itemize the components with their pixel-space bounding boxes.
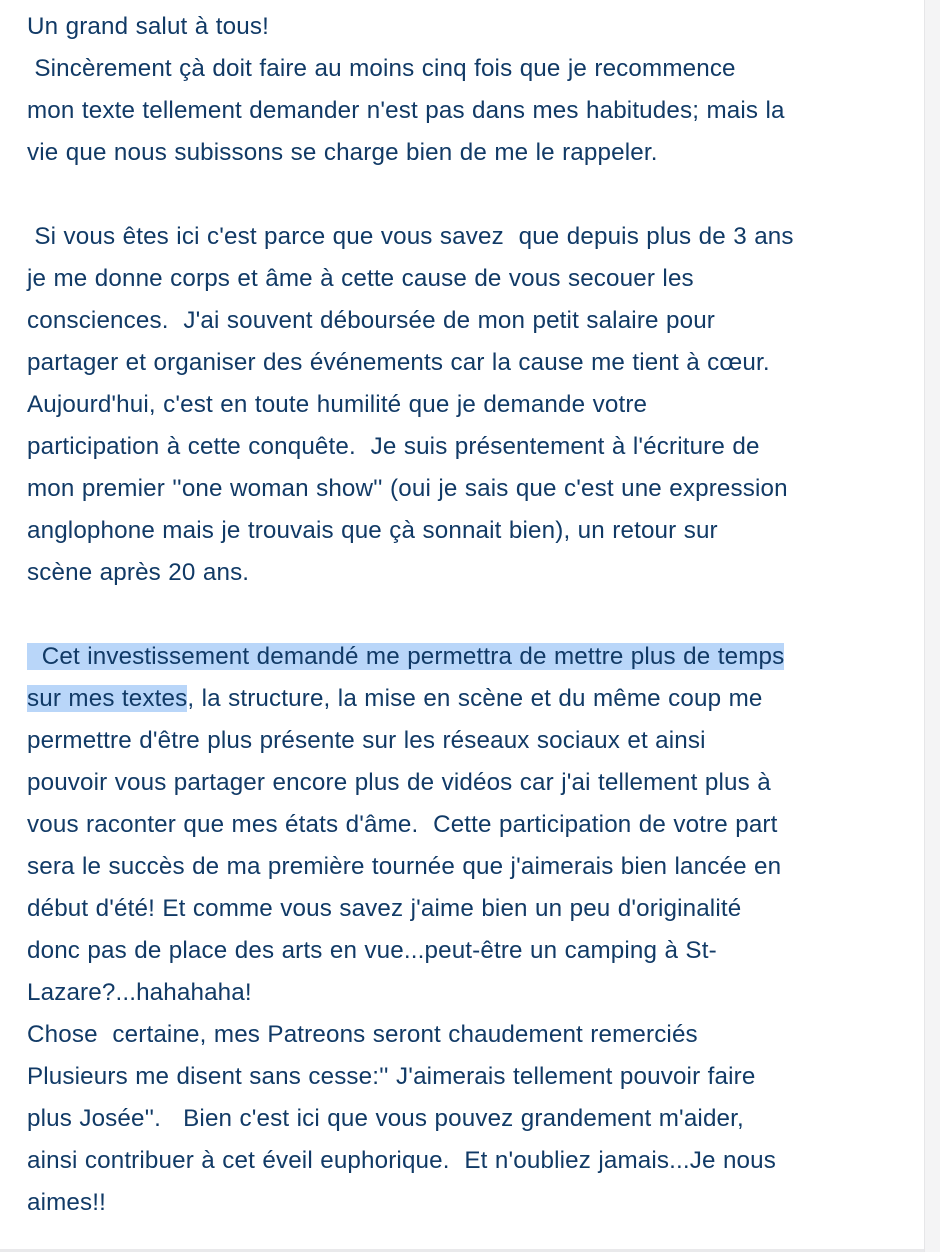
text-line: Si vous êtes ici c'est parce que vous savez que depuis plus de 3 ans: [27, 223, 794, 250]
text-selection-highlight[interactable]: Cet investissement demandé me permettra de mettre plus de temps: [27, 643, 785, 670]
text-line: partager et organiser des événements car la cause me tient à cœur.: [27, 349, 770, 376]
paragraph-gap: [27, 594, 907, 636]
text-line: vie que nous subissons se charge bien de me le rappeler.: [27, 139, 658, 166]
text-line: aimes!!: [27, 1189, 107, 1216]
text-line: vous raconter que mes états d'âme. Cette participation de votre part: [27, 811, 778, 838]
text-line: [27, 678, 907, 720]
text-line: Plusieurs me disent sans cesse:'' J'aimerais tellement pouvoir faire: [27, 1063, 756, 1090]
text-line: anglophone mais je trouvais que çà sonnait bien), un retour sur: [27, 517, 718, 544]
paragraph-gap: [27, 174, 907, 216]
text-line: mon texte tellement demander n'est pas dans mes habitudes; mais la: [27, 97, 785, 124]
text-line: scène après 20 ans.: [27, 559, 250, 586]
text-line: pouvoir vous partager encore plus de vidéos car j'ai tellement plus à: [27, 769, 771, 796]
text-line: début d'été! Et comme vous savez j'aime bien un peu d'originalité: [27, 895, 742, 922]
text-line: mon premier ''one woman show'' (oui je sais que c'est une expression: [27, 475, 788, 502]
text-line: consciences. J'ai souvent déboursée de mon petit salaire pour: [27, 307, 716, 334]
text-line: participation à cette conquête. Je suis présentement à l'écriture de: [27, 433, 760, 460]
text-segment: , la structure, la mise en scène et du même coup me: [187, 685, 763, 712]
text-line: Sincèrement çà doit faire au moins cinq fois que je recommence: [27, 55, 736, 82]
text-line: ainsi contribuer à cet éveil euphorique. Et n'oubliez jamais...Je nous: [27, 1147, 776, 1174]
text-line: Chose certaine, mes Patreons seront chaudement remerciés: [27, 1021, 698, 1048]
page-scroll-gutter: [924, 0, 940, 1252]
text-line: plus Josée''. Bien c'est ici que vous pouvez grandement m'aider,: [27, 1105, 744, 1132]
text-line: Lazare?...hahahaha!: [27, 979, 252, 1006]
text-line: donc pas de place des arts en vue...peut-être un camping à St-: [27, 937, 717, 964]
text-line: Un grand salut à tous!: [27, 13, 269, 40]
text-line-highlighted: [27, 636, 907, 678]
post-body-text[interactable]: [27, 6, 907, 1224]
text-selection-highlight[interactable]: sur mes textes: [27, 685, 188, 712]
text-line: je me donne corps et âme à cette cause de vous secouer les: [27, 265, 694, 292]
text-line: Aujourd'hui, c'est en toute humilité que je demande votre: [27, 391, 648, 418]
text-line: permettre d'être plus présente sur les réseaux sociaux et ainsi: [27, 727, 706, 754]
text-line: sera le succès de ma première tournée que j'aimerais bien lancée en: [27, 853, 782, 880]
